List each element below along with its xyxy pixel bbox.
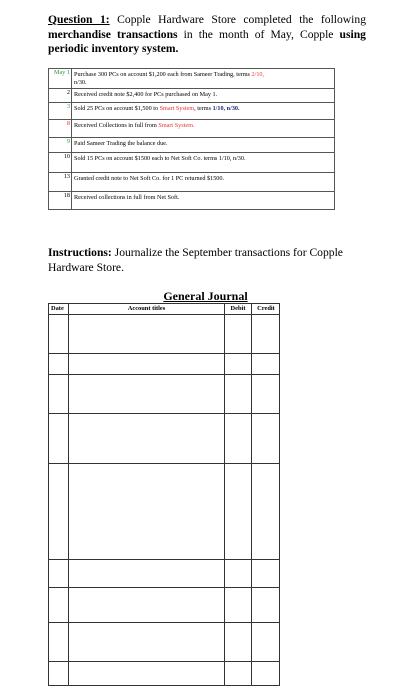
description-text: Received collections in full from Net Soft. xyxy=(74,194,180,201)
question-bold-2: using periodic inventory system. xyxy=(48,27,366,56)
table-row xyxy=(49,89,335,103)
description-cell xyxy=(72,120,335,138)
general-journal-table xyxy=(48,303,280,686)
row-rule xyxy=(49,374,279,375)
description-terms: 1/10, n/30. xyxy=(212,105,240,112)
date-day: 1 xyxy=(66,69,70,76)
table-row xyxy=(49,138,335,153)
instructions-text: Journalize the September transactions for Copple Hardware Store. xyxy=(48,246,343,274)
date-cell xyxy=(49,103,72,120)
instructions-label: Instructions: xyxy=(48,246,112,259)
table-row xyxy=(49,103,335,120)
column-header-debit: Debit xyxy=(230,305,246,312)
date-day: 10 xyxy=(63,153,70,160)
description-cell xyxy=(72,192,335,210)
column-divider xyxy=(251,304,252,685)
date-cell xyxy=(49,173,72,192)
row-rule xyxy=(49,463,279,464)
question-text-2: in the month of May, Copple xyxy=(177,27,340,41)
date-day: 13 xyxy=(63,173,70,180)
question-paragraph xyxy=(48,13,366,57)
date-cell xyxy=(49,120,72,138)
description-highlight: Smart System xyxy=(159,105,195,112)
table-row xyxy=(49,69,335,89)
description-text: Paid Sameer Trading the balance due. xyxy=(74,140,168,147)
description-cell xyxy=(72,173,335,192)
question-label: Question 1: xyxy=(48,13,110,26)
question-text-1: Copple Hardware Store completed the following xyxy=(109,13,366,26)
row-rule xyxy=(49,661,279,662)
row-rule xyxy=(49,413,279,414)
column-header-credit: Credit xyxy=(257,305,275,312)
date-cell xyxy=(49,153,72,173)
description-text: Granted credit note to Net Soft Co. for 1 PC returned $1500. xyxy=(74,175,225,182)
description-highlight: Smart System. xyxy=(158,122,195,129)
date-day: 18 xyxy=(63,192,70,199)
table-row xyxy=(49,120,335,138)
column-header-date: Date xyxy=(51,305,64,312)
journal-title: General Journal xyxy=(163,289,248,303)
date-day: 3 xyxy=(66,103,70,110)
transactions-table xyxy=(48,68,335,210)
column-divider xyxy=(224,304,225,685)
description-cell xyxy=(72,153,335,173)
description-highlight: 2/10, xyxy=(251,71,265,78)
date-cell xyxy=(49,138,72,153)
row-rule xyxy=(49,353,279,354)
description-text: Received credit note $2,400 for PCs purchased on May 1. xyxy=(74,91,218,98)
description-text: Sold 25 PCs on account $1,500 to xyxy=(74,105,160,112)
instructions-paragraph xyxy=(48,246,368,275)
column-header-account-titles: Account titles xyxy=(127,305,166,312)
date-cell xyxy=(49,192,72,210)
description-text-after: , terms xyxy=(194,105,213,112)
description-text: Sold 15 PCs on account $1500 each to Net Soft Co. terms 1/10, n/30. xyxy=(74,155,246,162)
date-cell xyxy=(49,89,72,103)
description-cell xyxy=(72,69,335,89)
table-row xyxy=(49,153,335,173)
table-row xyxy=(49,192,335,210)
question-bold-1: merchandise transactions xyxy=(48,27,178,41)
date-day: 9 xyxy=(66,138,70,145)
description-text: Received Collections in full from xyxy=(74,122,159,129)
column-divider xyxy=(68,304,69,685)
date-month: May xyxy=(54,69,66,76)
table-row xyxy=(49,173,335,192)
description-text: Purchase 300 PCs on account $1,200 each from Sameer Trading, terms xyxy=(74,71,252,78)
header-rule xyxy=(49,314,279,315)
description-cell xyxy=(72,138,335,153)
description-cell xyxy=(72,89,335,103)
row-rule xyxy=(49,559,279,560)
date-day: 2 xyxy=(66,89,70,96)
description-cell xyxy=(72,103,335,120)
row-rule xyxy=(49,622,279,623)
row-rule xyxy=(49,587,279,588)
date-cell xyxy=(49,69,72,89)
date-day: 8 xyxy=(66,120,70,127)
description-text-after: n/30. xyxy=(74,78,87,86)
